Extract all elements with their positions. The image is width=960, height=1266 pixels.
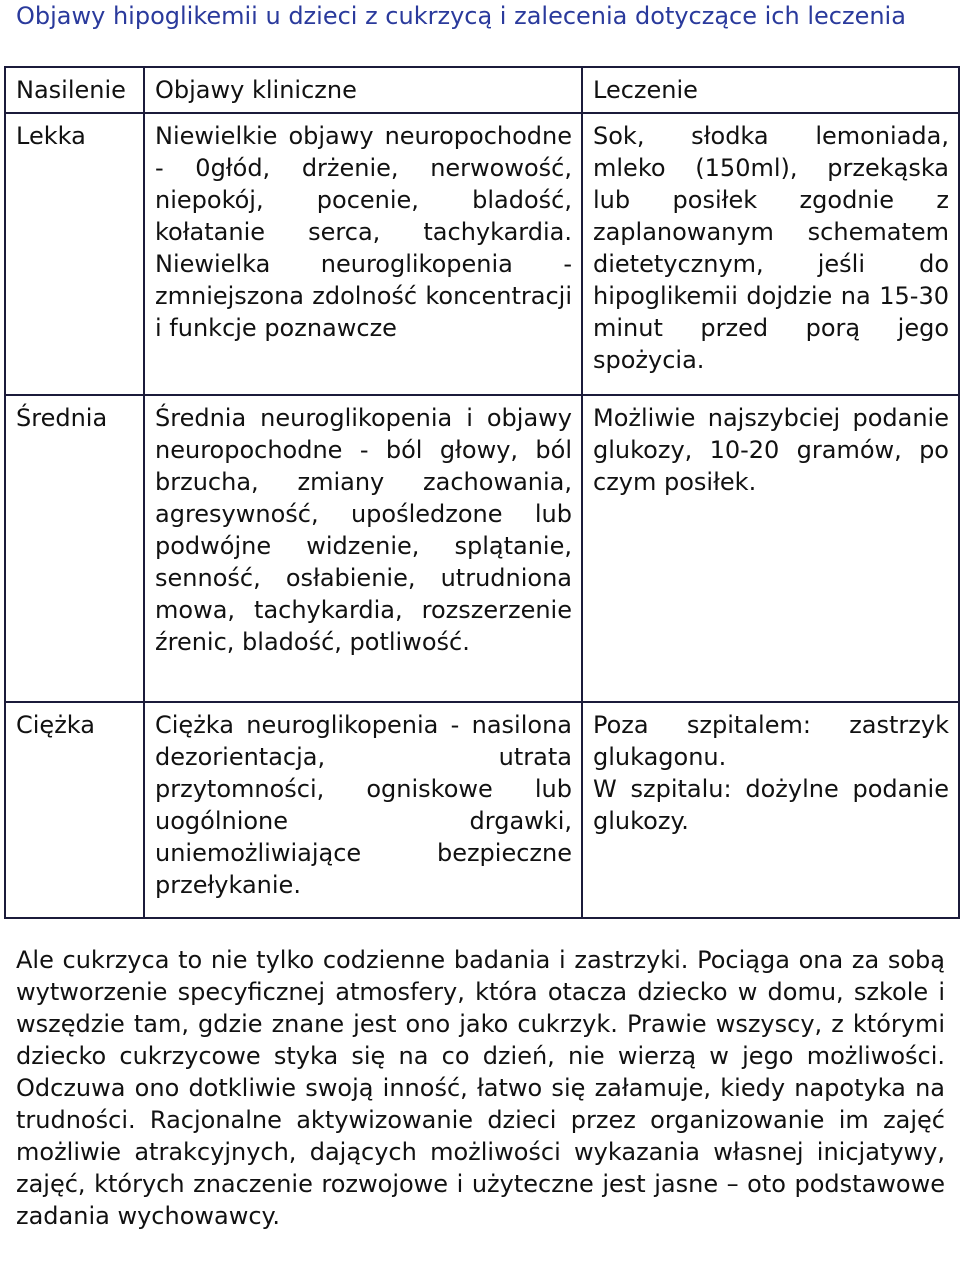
- document-title: Objawy hipoglikemii u dzieci z cukrzycą i zalecenia dotyczące ich leczenia: [16, 2, 906, 30]
- table-row: [5, 702, 959, 918]
- symptoms-cell: Średnia neuroglikopenia i objawy neuropochodne - ból głowy, ból brzucha, zmiany zachowania, agresywność, upośledzone lub podwójne widzenie, splątanie, senność, osłabienie, utrudniona mowa, tachykardia, rozszerzenie źrenic, bladość, potliwość.: [144, 395, 582, 702]
- table-row: [5, 113, 959, 395]
- header-severity: Nasilenie: [5, 67, 144, 113]
- symptoms-cell: Niewielkie objawy neuropochodne - 0głód, drżenie, nerwowość, niepokój, pocenie, bladość, kołatanie serca, tachykardia. Niewielka neuroglikopenia - zmniejszona zdolność koncentracji i funkcje poznawcze: [144, 113, 582, 395]
- treatment-line: W szpitalu: dożylne podanie glukozy.: [593, 775, 949, 835]
- hypoglycemia-table: [4, 66, 960, 919]
- treatment-cell: [582, 702, 959, 918]
- symptoms-cell: Ciężka neuroglikopenia - nasilona dezorientacja, utrata przytomności, ogniskowe lub uogólnione drgawki, uniemożliwiające bezpieczne przełykanie.: [144, 702, 582, 918]
- treatment-line: Poza szpitalem: zastrzyk glukagonu.: [593, 711, 949, 771]
- body-paragraph: Ale cukrzyca to nie tylko codzienne badania i zastrzyki. Pociąga ona za sobą wytworzenie specyficznej atmosfery, która otacza dziecko w domu, szkole i wszędzie tam, gdzie znane jest ono jako cukrzyk. Prawie wszyscy, z którymi dziecko cukrzycowe styka się na co dzień, nie wierzą w jego możliwości. Odczuwa ono dotkliwie swoją inność, łatwo się załamuje, kiedy napotyka na trudności. Racjonalne aktywizowanie dzieci przez organizowanie im zajęć możliwie atrakcyjnych, dających możliwości wykazania własnej inicjatywy, zajęć, których znaczenie rozwojowe i użyteczne jest jasne – oto podstawowe zadania wychowawcy.: [16, 946, 945, 1230]
- treatment-cell: Możliwie najszybciej podanie glukozy, 10-20 gramów, po czym posiłek.: [582, 395, 959, 702]
- severity-cell: Ciężka: [5, 702, 144, 918]
- table-header-row: [5, 67, 959, 113]
- table-row: [5, 395, 959, 702]
- header-treatment: Leczenie: [582, 67, 959, 113]
- severity-cell: Średnia: [5, 395, 144, 702]
- treatment-cell: Sok, słodka lemoniada, mleko (150ml), przekąska lub posiłek zgodnie z zaplanowanym schematem dietetycznym, jeśli do hipoglikemii dojdzie na 15-30 minut przed porą jego spożycia.: [582, 113, 959, 395]
- header-clinical-symptoms: Objawy kliniczne: [144, 67, 582, 113]
- severity-cell: Lekka: [5, 113, 144, 395]
